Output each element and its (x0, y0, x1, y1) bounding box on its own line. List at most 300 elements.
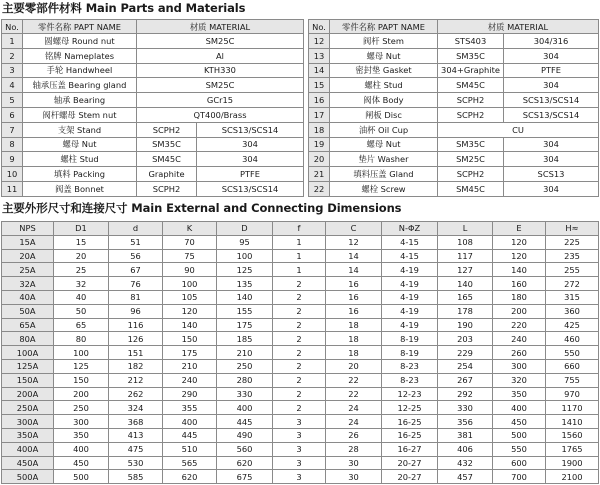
part-material-1: STS403 (438, 34, 504, 49)
parts-row (2, 122, 304, 137)
dims-cell: 510 (163, 442, 217, 456)
dims-cell: 413 (109, 428, 163, 442)
dims-cell: 330 (438, 401, 493, 415)
dims-cell: 235 (546, 249, 599, 263)
part-name: 圆螺母 Round nut (23, 34, 137, 49)
dims-cell: 3 (273, 415, 326, 429)
dims-cell: 3 (273, 456, 326, 470)
part-name: 螺栓 Screw (330, 181, 438, 196)
part-material-2: PTFE (197, 167, 304, 182)
nps-cell: 100A (2, 346, 54, 360)
dims-cell: 445 (217, 415, 273, 429)
dims-cell: 368 (109, 415, 163, 429)
nps-cell: 125A (2, 359, 54, 373)
dims-cell: 4-19 (382, 277, 438, 291)
dims-cell: 300 (493, 359, 546, 373)
dims-cell: 660 (546, 359, 599, 373)
part-no: 5 (2, 93, 23, 108)
part-no: 7 (2, 122, 23, 137)
dims-cell: 76 (109, 277, 163, 291)
dims-row (2, 304, 599, 318)
dims-cell: 490 (217, 428, 273, 442)
dims-cell: 120 (493, 235, 546, 249)
nps-cell: 50A (2, 304, 54, 318)
dims-cell: 4-19 (382, 290, 438, 304)
dims-cell: 8-19 (382, 332, 438, 346)
dims-header-cell: f (273, 222, 326, 236)
parts-header-row (2, 20, 304, 34)
part-no: 4 (2, 78, 23, 93)
dims-row (2, 415, 599, 429)
dims-cell: 550 (493, 442, 546, 456)
dims-cell: 24 (326, 401, 382, 415)
dims-cell: 175 (163, 346, 217, 360)
dims-cell: 2 (273, 359, 326, 373)
dims-cell: 180 (493, 290, 546, 304)
parts-row (2, 107, 304, 122)
dims-cell: 3 (273, 428, 326, 442)
dims-cell: 1 (273, 235, 326, 249)
dims-cell: 16 (326, 290, 382, 304)
dims-cell: 3 (273, 470, 326, 484)
part-material-1: SM45C (137, 152, 197, 167)
dims-cell: 127 (438, 263, 493, 277)
dims-cell: 2100 (546, 470, 599, 484)
dims-cell: 262 (109, 387, 163, 401)
part-name: 支架 Stand (23, 122, 137, 137)
dims-cell: 600 (493, 456, 546, 470)
part-material-1: SCPH2 (137, 122, 197, 137)
part-no: 20 (309, 152, 330, 167)
part-no: 15 (309, 78, 330, 93)
dims-cell: 1410 (546, 415, 599, 429)
dims-cell: 30 (326, 470, 382, 484)
dims-row (2, 428, 599, 442)
dims-cell: 212 (109, 373, 163, 387)
dims-cell: 2 (273, 304, 326, 318)
dims-cell: 28 (326, 442, 382, 456)
dims-cell: 50 (54, 304, 109, 318)
part-name: 阀杆螺母 Stem nut (23, 107, 137, 122)
dims-cell: 400 (217, 401, 273, 415)
parts-row (2, 78, 304, 93)
dims-cell: 15 (54, 235, 109, 249)
part-material: CU (438, 122, 599, 137)
part-material: KTH330 (137, 63, 304, 78)
dims-cell: 210 (217, 346, 273, 360)
dims-cell: 32 (54, 277, 109, 291)
dims-cell: 105 (163, 290, 217, 304)
part-material-1: SM25C (438, 152, 504, 167)
dims-cell: 2 (273, 346, 326, 360)
part-name: 阀杆 Stem (330, 34, 438, 49)
dims-cell: 20 (54, 249, 109, 263)
part-material-1: SM35C (438, 137, 504, 152)
dims-cell: 290 (163, 387, 217, 401)
part-no: 17 (309, 107, 330, 122)
dims-header-cell: H≈ (546, 222, 599, 236)
dims-cell: 80 (54, 332, 109, 346)
dims-cell: 350 (54, 428, 109, 442)
nps-cell: 300A (2, 415, 54, 429)
dims-cell: 4-19 (382, 304, 438, 318)
dims-cell: 4-15 (382, 235, 438, 249)
nps-cell: 450A (2, 456, 54, 470)
part-material: GCr15 (137, 93, 304, 108)
part-name: 阀盖 Bonnet (23, 181, 137, 196)
dims-cell: 14 (326, 263, 382, 277)
dims-cell: 18 (326, 332, 382, 346)
part-name: 密封垫 Gasket (330, 63, 438, 78)
part-material-1: SM45C (438, 78, 504, 93)
header-material: 材质 MATERIAL (438, 20, 599, 34)
dims-cell: 20 (326, 359, 382, 373)
nps-cell: 200A (2, 387, 54, 401)
dims-cell: 1 (273, 249, 326, 263)
part-no: 9 (2, 152, 23, 167)
dims-cell: 140 (438, 277, 493, 291)
dims-cell: 125 (54, 359, 109, 373)
dims-cell: 2 (273, 277, 326, 291)
dims-cell: 530 (109, 456, 163, 470)
dims-cell: 432 (438, 456, 493, 470)
dims-cell: 12-23 (382, 387, 438, 401)
dims-cell: 400 (54, 442, 109, 456)
parts-row (309, 78, 599, 93)
dims-cell: 1 (273, 263, 326, 277)
parts-row (309, 152, 599, 167)
part-name: 填料压盖 Gland (330, 167, 438, 182)
dims-cell: 4-15 (382, 249, 438, 263)
dims-cell: 175 (217, 318, 273, 332)
parts-table-right (308, 19, 599, 197)
dims-cell: 2 (273, 318, 326, 332)
part-material-2: 304 (197, 152, 304, 167)
part-name: 阀体 Body (330, 93, 438, 108)
dims-cell: 240 (163, 373, 217, 387)
dims-header-cell: d (109, 222, 163, 236)
part-material-1: 304+Graphite (438, 63, 504, 78)
dims-cell: 2 (273, 332, 326, 346)
nps-cell: 32A (2, 277, 54, 291)
dims-cell: 26 (326, 428, 382, 442)
dims-cell: 16 (326, 304, 382, 318)
nps-cell: 400A (2, 442, 54, 456)
part-material-2: SCS13/SCS14 (504, 107, 599, 122)
parts-row (309, 181, 599, 196)
nps-cell: 350A (2, 428, 54, 442)
dims-cell: 24 (326, 415, 382, 429)
dims-cell: 500 (54, 470, 109, 484)
parts-row (309, 137, 599, 152)
dims-cell: 620 (217, 456, 273, 470)
dims-cell: 81 (109, 290, 163, 304)
header-material: 材质 MATERIAL (137, 20, 304, 34)
dims-cell: 450 (54, 456, 109, 470)
part-no: 13 (309, 48, 330, 63)
dims-cell: 20-27 (382, 456, 438, 470)
part-no: 11 (2, 181, 23, 196)
part-material-2: SCS13/SCS14 (197, 181, 304, 196)
dims-cell: 65 (54, 318, 109, 332)
nps-cell: 20A (2, 249, 54, 263)
dims-cell: 425 (546, 318, 599, 332)
dims-header-cell: E (493, 222, 546, 236)
dims-row (2, 442, 599, 456)
part-material-1: SCPH2 (438, 93, 504, 108)
dims-cell: 40 (54, 290, 109, 304)
part-material-1: SM45C (438, 181, 504, 196)
dims-cell: 203 (438, 332, 493, 346)
dims-cell: 475 (109, 442, 163, 456)
parts-row (309, 107, 599, 122)
part-no: 18 (309, 122, 330, 137)
dims-row (2, 290, 599, 304)
parts-row (309, 167, 599, 182)
dims-cell: 116 (109, 318, 163, 332)
dims-cell: 315 (546, 290, 599, 304)
part-no: 14 (309, 63, 330, 78)
nps-cell: 150A (2, 373, 54, 387)
dims-header-cell: K (163, 222, 217, 236)
part-no: 8 (2, 137, 23, 152)
dims-cell: 95 (217, 235, 273, 249)
dims-cell: 450 (493, 415, 546, 429)
header-no: No. (309, 20, 330, 34)
dims-cell: 460 (546, 332, 599, 346)
dims-cell: 67 (109, 263, 163, 277)
dims-cell: 160 (493, 277, 546, 291)
part-material-2: 304 (504, 181, 599, 196)
dims-cell: 135 (217, 277, 273, 291)
dims-cell: 14 (326, 249, 382, 263)
part-name: 铭牌 Nameplates (23, 48, 137, 63)
parts-row (309, 34, 599, 49)
dims-cell: 500 (493, 428, 546, 442)
parts-row (2, 48, 304, 63)
parts-row (309, 93, 599, 108)
dims-cell: 8-23 (382, 373, 438, 387)
header-part-name: 零件名称 PAPT NAME (330, 20, 438, 34)
part-material-1: SCPH2 (438, 167, 504, 182)
dims-cell: 25 (54, 263, 109, 277)
dims-header-row (2, 222, 599, 236)
part-material-2: 304 (504, 152, 599, 167)
dims-cell: 117 (438, 249, 493, 263)
part-no: 19 (309, 137, 330, 152)
dims-cell: 255 (546, 263, 599, 277)
dims-row (2, 470, 599, 484)
part-material: SM25C (137, 34, 304, 49)
dims-cell: 675 (217, 470, 273, 484)
dims-cell: 1560 (546, 428, 599, 442)
dims-row (2, 263, 599, 277)
dims-row (2, 346, 599, 360)
dims-cell: 381 (438, 428, 493, 442)
dims-cell: 100 (54, 346, 109, 360)
nps-cell: 25A (2, 263, 54, 277)
part-material-1: Graphite (137, 167, 197, 182)
dims-cell: 51 (109, 235, 163, 249)
part-material-2: 304 (504, 78, 599, 93)
parts-row (2, 34, 304, 49)
part-no: 21 (309, 167, 330, 182)
nps-cell: 250A (2, 401, 54, 415)
dims-header-cell: C (326, 222, 382, 236)
parts-row (2, 137, 304, 152)
dims-cell: 225 (546, 235, 599, 249)
part-name: 闸板 Disc (330, 107, 438, 122)
dims-cell: 151 (109, 346, 163, 360)
part-material-2: SCS13/SCS14 (504, 93, 599, 108)
dims-cell: 400 (163, 415, 217, 429)
part-name: 螺母 Nut (330, 48, 438, 63)
dims-cell: 620 (163, 470, 217, 484)
part-material-2: 304 (504, 48, 599, 63)
dims-cell: 324 (109, 401, 163, 415)
nps-cell: 500A (2, 470, 54, 484)
parts-header-row (309, 20, 599, 34)
dims-cell: 550 (546, 346, 599, 360)
part-material-1: SM35C (137, 137, 197, 152)
nps-cell: 65A (2, 318, 54, 332)
parts-row (2, 167, 304, 182)
dims-cell: 120 (163, 304, 217, 318)
dims-cell: 108 (438, 235, 493, 249)
parts-row (2, 181, 304, 196)
part-material-1: SCPH2 (137, 181, 197, 196)
dims-cell: 1900 (546, 456, 599, 470)
dims-cell: 457 (438, 470, 493, 484)
part-material-2: PTFE (504, 63, 599, 78)
dims-cell: 210 (163, 359, 217, 373)
part-material-2: SCS13 (504, 167, 599, 182)
part-name: 螺母 Nut (330, 137, 438, 152)
parts-heading: 主要零部件材料 Main Parts and Materials (2, 1, 246, 15)
part-name: 轴承 Bearing (23, 93, 137, 108)
parts-row (2, 63, 304, 78)
part-material-1: SM35C (438, 48, 504, 63)
dims-cell: 150 (54, 373, 109, 387)
dims-cell: 12-25 (382, 401, 438, 415)
part-name: 螺母 Nut (23, 137, 137, 152)
dims-cell: 300 (54, 415, 109, 429)
dims-cell: 20-27 (382, 470, 438, 484)
dims-row (2, 373, 599, 387)
dims-cell: 250 (54, 401, 109, 415)
nps-cell: 15A (2, 235, 54, 249)
dims-cell: 2 (273, 401, 326, 415)
dims-cell: 250 (217, 359, 273, 373)
dims-cell: 8-19 (382, 346, 438, 360)
part-no: 16 (309, 93, 330, 108)
dims-cell: 120 (493, 249, 546, 263)
dims-heading: 主要外形尺寸和连接尺寸 Main External and Connecting Dimensions (2, 201, 402, 215)
dims-cell: 140 (217, 290, 273, 304)
dims-cell: 292 (438, 387, 493, 401)
header-no: No. (2, 20, 23, 34)
dims-header-cell: D1 (54, 222, 109, 236)
dims-cell: 100 (217, 249, 273, 263)
part-name: 油杯 Oil Cup (330, 122, 438, 137)
dims-cell: 12 (326, 235, 382, 249)
part-no: 1 (2, 34, 23, 49)
dims-cell: 355 (163, 401, 217, 415)
dims-cell: 150 (163, 332, 217, 346)
dims-cell: 1170 (546, 401, 599, 415)
dims-cell: 445 (163, 428, 217, 442)
parts-row (309, 63, 599, 78)
dims-cell: 125 (217, 263, 273, 277)
part-name: 轴承压盖 Bearing gland (23, 78, 137, 93)
parts-row (2, 93, 304, 108)
dims-cell: 75 (163, 249, 217, 263)
dims-cell: 3 (273, 442, 326, 456)
part-name: 手轮 Handwheel (23, 63, 137, 78)
dims-cell: 330 (217, 387, 273, 401)
dims-cell: 272 (546, 277, 599, 291)
dims-cell: 90 (163, 263, 217, 277)
dims-cell: 178 (438, 304, 493, 318)
part-material-2: 304/316 (504, 34, 599, 49)
dims-cell: 100 (163, 277, 217, 291)
dims-row (2, 401, 599, 415)
dims-table (1, 221, 599, 484)
parts-table-left (1, 19, 304, 197)
dims-cell: 1765 (546, 442, 599, 456)
dims-cell: 2 (273, 387, 326, 401)
dims-cell: 320 (493, 373, 546, 387)
dims-row (2, 249, 599, 263)
part-name: 填料 Packing (23, 167, 137, 182)
dims-cell: 2 (273, 290, 326, 304)
dims-cell: 2 (273, 373, 326, 387)
dims-header-cell: N-ΦZ (382, 222, 438, 236)
dims-cell: 200 (54, 387, 109, 401)
dims-cell: 970 (546, 387, 599, 401)
part-name: 垫片 Washer (330, 152, 438, 167)
part-no: 10 (2, 167, 23, 182)
nps-cell: 80A (2, 332, 54, 346)
dims-cell: 700 (493, 470, 546, 484)
part-material-1: SCPH2 (438, 107, 504, 122)
dims-header-cell: NPS (2, 222, 54, 236)
dims-cell: 18 (326, 346, 382, 360)
dims-cell: 96 (109, 304, 163, 318)
dims-cell: 755 (546, 373, 599, 387)
dims-cell: 400 (493, 401, 546, 415)
part-material-2: SCS13/SCS14 (197, 122, 304, 137)
dims-cell: 22 (326, 373, 382, 387)
part-material: QT400/Brass (137, 107, 304, 122)
dims-cell: 240 (493, 332, 546, 346)
dims-cell: 229 (438, 346, 493, 360)
dims-row (2, 387, 599, 401)
parts-row (309, 48, 599, 63)
dims-cell: 16-25 (382, 428, 438, 442)
dims-cell: 560 (217, 442, 273, 456)
nps-cell: 40A (2, 290, 54, 304)
dims-cell: 56 (109, 249, 163, 263)
dims-cell: 140 (163, 318, 217, 332)
dims-cell: 16 (326, 277, 382, 291)
dims-header-cell: L (438, 222, 493, 236)
dims-cell: 280 (217, 373, 273, 387)
dims-cell: 260 (493, 346, 546, 360)
dims-cell: 18 (326, 318, 382, 332)
dims-cell: 182 (109, 359, 163, 373)
dims-cell: 22 (326, 387, 382, 401)
